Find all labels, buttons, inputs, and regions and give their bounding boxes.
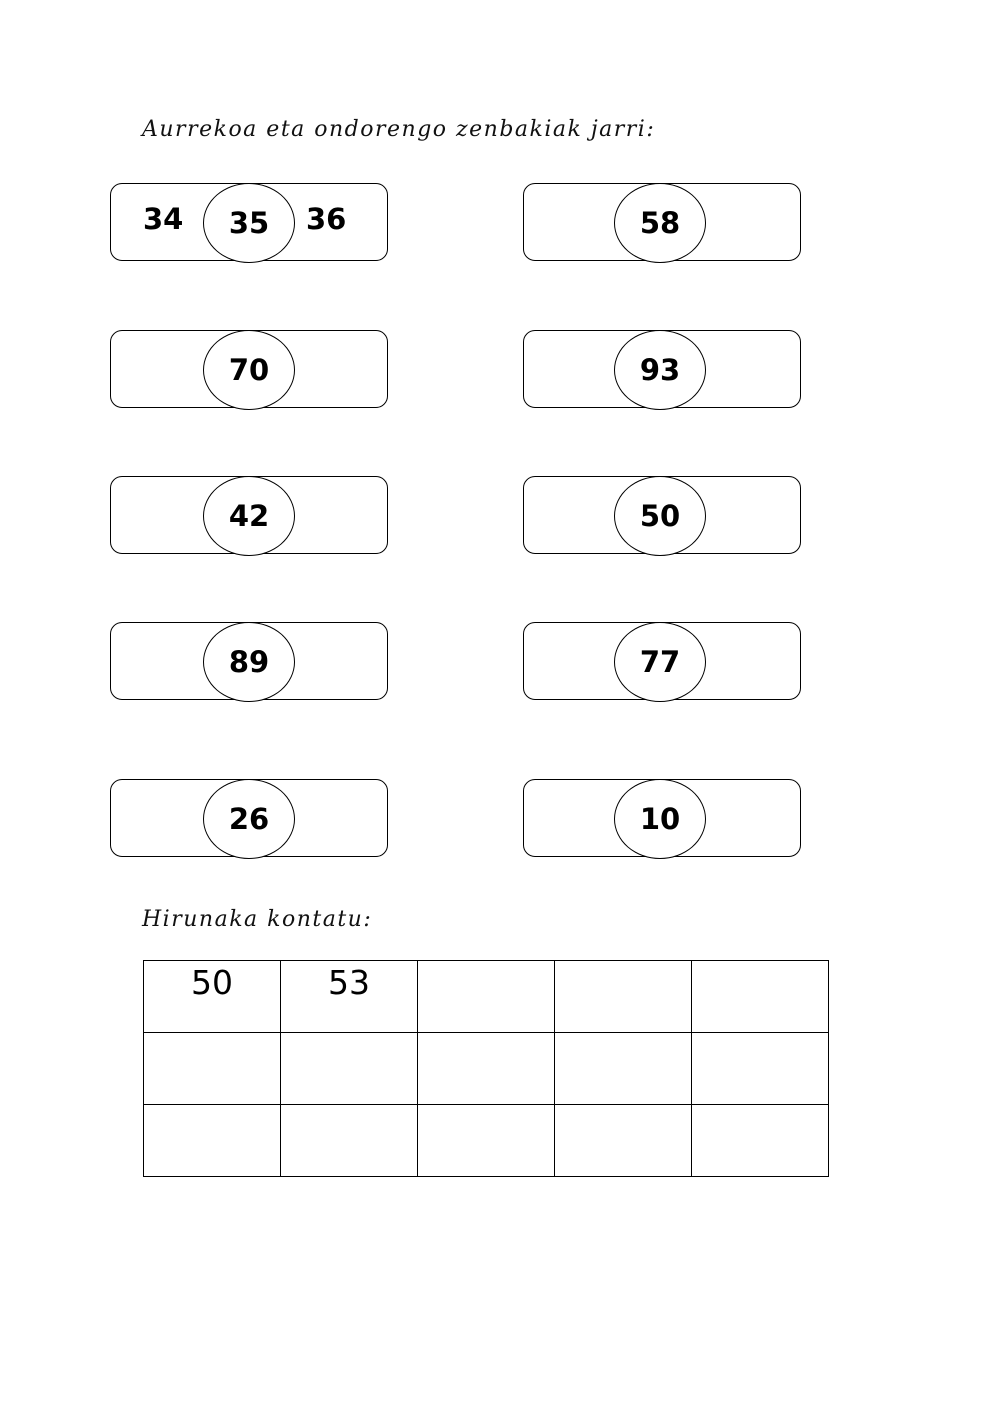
- instruction-count-by-threes: Hirunaka kontatu:: [142, 907, 373, 932]
- number-circle: [203, 622, 295, 702]
- center-number: 50: [639, 499, 681, 533]
- table-row: [144, 1105, 829, 1177]
- grid-cell[interactable]: [555, 961, 692, 1033]
- grid-cell[interactable]: [418, 1033, 555, 1105]
- number-circle: [203, 330, 295, 410]
- number-neighbor-box: [110, 622, 388, 700]
- number-circle: [203, 183, 295, 263]
- number-circle: [614, 330, 706, 410]
- grid-cell[interactable]: 50: [144, 961, 281, 1033]
- center-number: 35: [228, 206, 270, 240]
- instruction-neighbors: Aurrekoa eta ondorengo zenbakiak jarri:: [142, 117, 656, 142]
- number-neighbor-box: [110, 476, 388, 554]
- grid-cell[interactable]: [692, 1105, 829, 1177]
- grid-cell[interactable]: [692, 961, 829, 1033]
- center-number: 42: [228, 499, 270, 533]
- number-circle: [614, 622, 706, 702]
- grid-cell[interactable]: [418, 1105, 555, 1177]
- grid-cell[interactable]: [555, 1105, 692, 1177]
- grid-cell[interactable]: [555, 1033, 692, 1105]
- center-number: 10: [639, 802, 681, 836]
- center-number: 26: [228, 802, 270, 836]
- number-neighbor-box: [523, 476, 801, 554]
- number-neighbor-box: [110, 183, 388, 261]
- number-neighbor-box: [523, 622, 801, 700]
- grid-cell[interactable]: [692, 1033, 829, 1105]
- number-circle: [203, 779, 295, 859]
- number-circle: [614, 183, 706, 263]
- grid-cell[interactable]: [281, 1033, 418, 1105]
- number-circle: [614, 476, 706, 556]
- number-neighbor-box: [110, 330, 388, 408]
- next-number-field[interactable]: 36: [306, 202, 347, 236]
- number-neighbor-box: [110, 779, 388, 857]
- center-number: 58: [639, 206, 681, 240]
- number-circle: [614, 779, 706, 859]
- table-row: [144, 961, 829, 1033]
- grid-cell[interactable]: [144, 1033, 281, 1105]
- count-by-threes-grid: [143, 960, 829, 1177]
- grid-cell[interactable]: 53: [281, 961, 418, 1033]
- center-number: 93: [639, 353, 681, 387]
- grid-cell[interactable]: [418, 961, 555, 1033]
- number-neighbor-box: [523, 183, 801, 261]
- number-circle: [203, 476, 295, 556]
- center-number: 70: [228, 353, 270, 387]
- center-number: 89: [228, 645, 270, 679]
- number-neighbor-box: [523, 330, 801, 408]
- center-number: 77: [639, 645, 681, 679]
- grid-cell[interactable]: [144, 1105, 281, 1177]
- table-row: [144, 1033, 829, 1105]
- grid-cell[interactable]: [281, 1105, 418, 1177]
- previous-number-field[interactable]: 34: [143, 202, 184, 236]
- number-neighbor-box: [523, 779, 801, 857]
